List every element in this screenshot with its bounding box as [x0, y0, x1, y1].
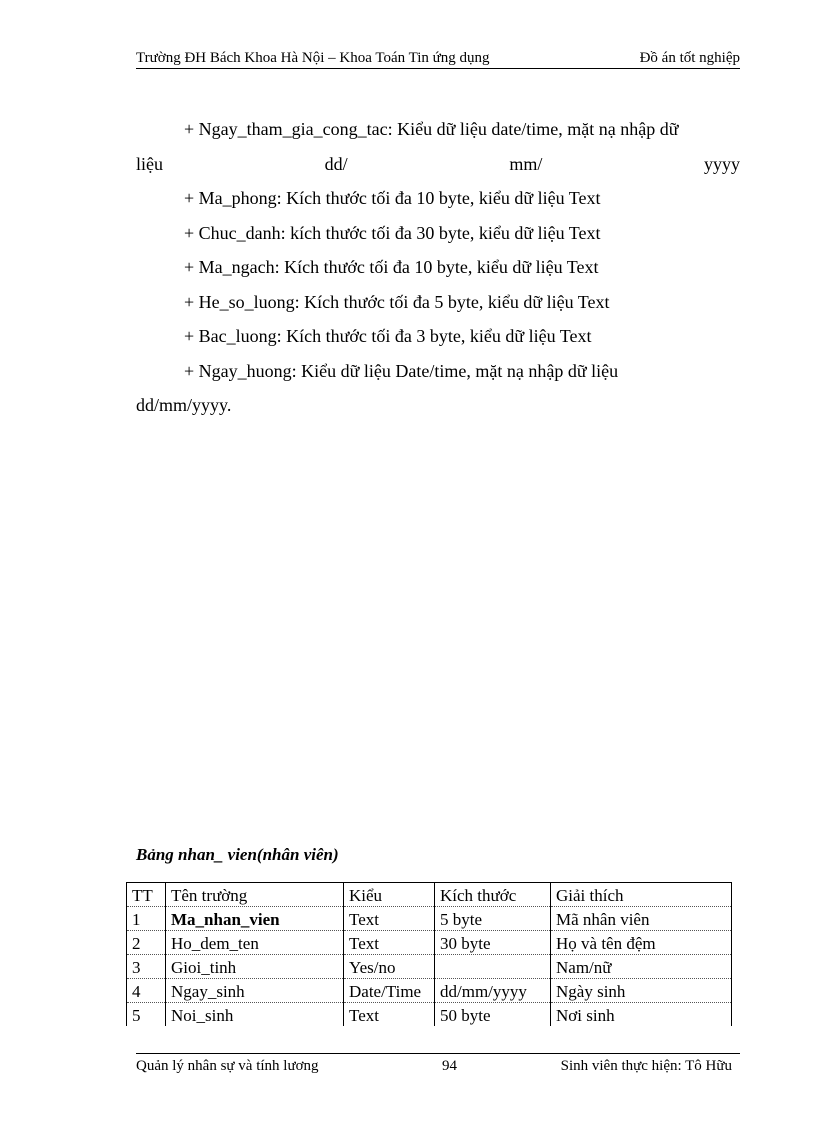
table-cell: 50 byte	[435, 1003, 551, 1027]
table-cell: Yes/no	[344, 955, 435, 979]
table-cell: Date/Time	[344, 979, 435, 1003]
table-row	[127, 1003, 732, 1027]
text-fragment: liệu	[136, 153, 163, 174]
list-item: + Ma_ngach: Kích thước tối đa 10 byte, kiểu dữ liệu Text	[184, 257, 599, 277]
table-cell: 5 byte	[435, 907, 551, 931]
list-item: + Bac_luong: Kích thước tối đa 3 byte, kiểu dữ liệu Text	[184, 326, 592, 346]
list-item: + He_so_luong: Kích thước tối đa 5 byte, kiểu dữ liệu Text	[184, 291, 610, 312]
table-row	[127, 907, 732, 931]
table-cell: Text	[344, 931, 435, 955]
text-fragment: mm/	[509, 153, 543, 174]
table-header-cell: Giải thích	[551, 883, 732, 907]
table-cell: Ma_nhan_vien	[166, 907, 344, 931]
list-item: + Ma_phong: Kích thước tối đa 10 byte, kiểu dữ liệu Text	[184, 188, 601, 208]
table-cell: Mã nhân viên	[551, 907, 732, 931]
paragraph-line: dd/mm/yyyy.	[136, 395, 232, 415]
fields-table	[126, 882, 732, 1026]
table-cell	[435, 955, 551, 979]
table-cell: Text	[344, 1003, 435, 1027]
table-header-cell: TT	[127, 883, 166, 907]
table-cell: Ngay_sinh	[166, 979, 344, 1003]
table-title: Bảng nhan_ vien(nhân viên)	[136, 845, 339, 864]
table-cell: Gioi_tinh	[166, 955, 344, 979]
paragraph-line-justified	[136, 151, 740, 186]
table-row	[127, 979, 732, 1003]
table-cell: 2	[127, 931, 166, 955]
table-cell: Nơi sinh	[551, 1003, 732, 1027]
table-cell: 1	[127, 907, 166, 931]
list-item: + Chuc_danh: kích thước tối đa 30 byte, kiểu dữ liệu Text	[184, 222, 601, 243]
table-cell: Noi_sinh	[166, 1003, 344, 1027]
header-doc-type: Đồ án tốt nghiệp	[639, 50, 740, 66]
table-cell: 5	[127, 1003, 166, 1027]
table-cell: 3	[127, 955, 166, 979]
body-text	[136, 116, 740, 427]
text-fragment: yyyy	[704, 153, 740, 174]
footer-author: Sinh viên thực hiện: Tô Hữu	[560, 1058, 732, 1074]
page-footer	[136, 1053, 740, 1078]
table-cell: 30 byte	[435, 931, 551, 955]
table-header-row	[127, 883, 732, 907]
table-header-cell: Tên trường	[166, 883, 344, 907]
table-row	[127, 955, 732, 979]
table-header-cell: Kích thước	[435, 883, 551, 907]
table-row	[127, 931, 732, 955]
page-header	[136, 48, 740, 69]
table-header-cell: Kiểu	[344, 883, 435, 907]
table-cell: Text	[344, 907, 435, 931]
table-cell: Họ và tên đệm	[551, 931, 732, 955]
page-number: 94	[442, 1058, 457, 1074]
table-cell: 4	[127, 979, 166, 1003]
list-item: + Ngay_huong: Kiểu dữ liệu Date/time, mặt nạ nhập dữ liệu	[184, 360, 619, 381]
table-cell: Ngày sinh	[551, 979, 732, 1003]
table-cell: Nam/nữ	[551, 955, 732, 979]
text-fragment: dd/	[324, 153, 348, 174]
table-cell: Ho_dem_ten	[166, 931, 344, 955]
table-cell: dd/mm/yyyy	[435, 979, 551, 1003]
footer-project-title: Quản lý nhân sự và tính lương	[136, 1058, 319, 1074]
header-school: Trường ĐH Bách Khoa Hà Nội – Khoa Toán Tin ứng dụng	[136, 50, 490, 66]
paragraph-line: + Ngay_tham_gia_cong_tac: Kiểu dữ liệu date/time, mặt nạ nhập dữ	[184, 119, 679, 139]
